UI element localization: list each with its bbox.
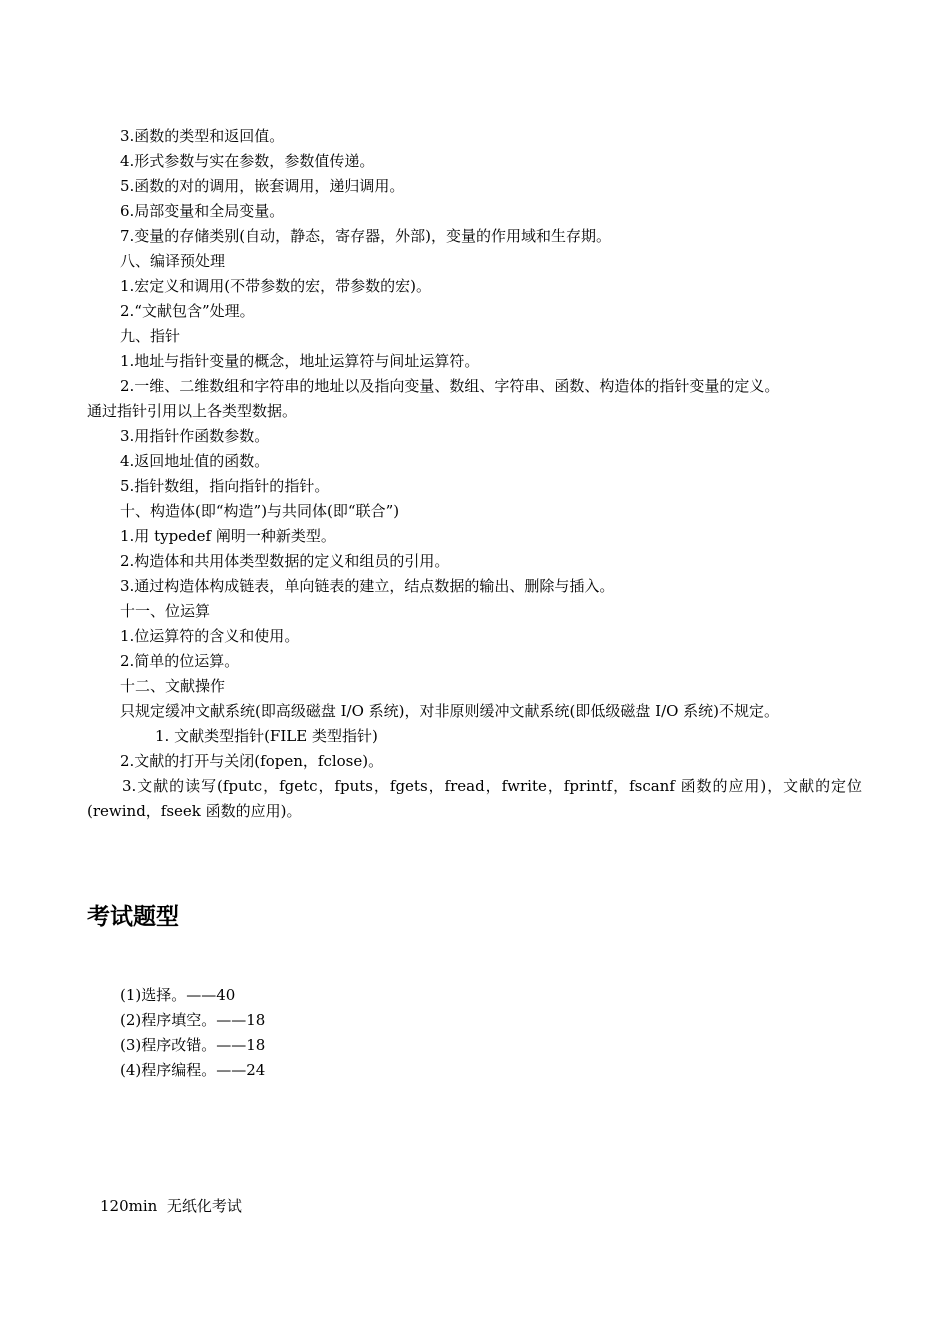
text-line: 1.宏定义和调用(不带参数的宏，带参数的宏)。 (120, 277, 432, 295)
section-heading: 十二、文献操作 (120, 677, 226, 695)
text-line: (rewind，fseek 函数的应用)。 (87, 802, 302, 820)
text-line: 3.通过构造体构成链表，单向链表的建立，结点数据的输出、删除与插入。 (120, 577, 615, 595)
text-line: 1.用 typedef 阐明一种新类型。 (120, 527, 336, 545)
text-line: 6.局部变量和全局变量。 (120, 202, 285, 220)
text-line: 2.构造体和共用体类型数据的定义和组员的引用。 (120, 552, 450, 570)
text-line: 4.返回地址值的函数。 (120, 452, 270, 470)
section-heading: 八、编译预处理 (120, 252, 226, 270)
exam-item: (4)程序编程。——24 (120, 1061, 266, 1079)
exam-item: (1)选择。——40 (120, 986, 236, 1004)
exam-heading: 考试题型 (87, 904, 179, 930)
text-line: 只规定缓冲文献系统(即高级磁盘 I/O 系统)，对非原则缓冲文献系统(即低级磁盘 I/O 系统)不规定。 (120, 702, 780, 720)
text-line: 3.用指针作函数参数。 (120, 427, 270, 445)
text-line: 2.文献的打开与关闭(fopen，fclose)。 (120, 752, 384, 770)
text-line: 2.一维、二维数组和字符串的地址以及指向变量、数组、字符串、函数、构造体的指针变量的定义。 (120, 377, 780, 395)
exam-item: (2)程序填空。——18 (120, 1011, 266, 1029)
text-line: 通过指针引用以上各类型数据。 (87, 402, 298, 420)
section-heading: 十、构造体(即“构造”)与共同体(即“联合”) (120, 502, 400, 520)
text-line: 3.函数的类型和返回值。 (120, 127, 285, 145)
exam-footer-note: 120min 无纸化考试 (100, 1197, 242, 1215)
text-line: 3.文献的读写(fputc，fgetc，fputs，fgets，fread，fwrite，fprintf，fscanf 函数的应用)，文献的定位 (122, 777, 862, 795)
section-heading: 九、指针 (120, 327, 181, 345)
text-line: 5.指针数组，指向指针的指针。 (120, 477, 330, 495)
text-line: 7.变量的存储类别(自动，静态，寄存器，外部)，变量的作用域和生存期。 (120, 227, 612, 245)
text-line: 1.位运算符的含义和使用。 (120, 627, 300, 645)
text-line: 1.地址与指针变量的概念，地址运算符与间址运算符。 (120, 352, 480, 370)
text-line: 2.简单的位运算。 (120, 652, 240, 670)
text-line: 2.“文献包含”处理。 (120, 302, 255, 320)
exam-item: (3)程序改错。——18 (120, 1036, 266, 1054)
numbered-item: 1. 文献类型指针(FILE 类型指针) (155, 727, 378, 745)
text-line: 4.形式参数与实在参数，参数值传递。 (120, 152, 375, 170)
section-heading: 十一、位运算 (120, 602, 211, 620)
text-line: 5.函数的对的调用，嵌套调用，递归调用。 (120, 177, 405, 195)
